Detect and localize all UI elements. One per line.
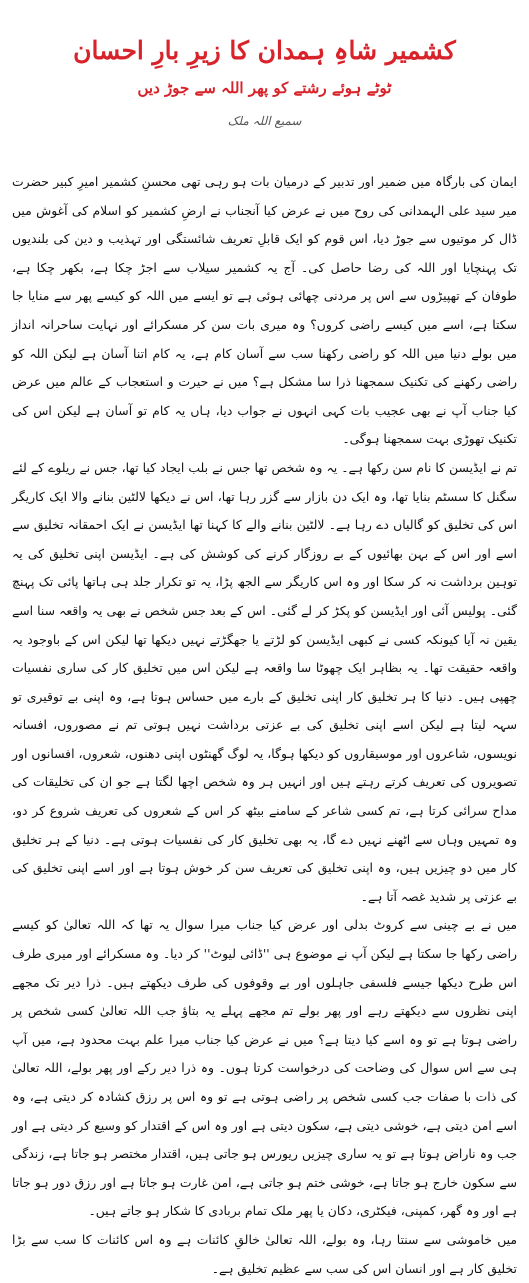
article-paragraph: تم نے ایڈیسن کا نام سن رکھا ہے۔ یہ وہ شخص تھا جس نے بلب ایجاد کیا تھا، جس نے ریلوے کے لئے سگنل کا سسٹم بنایا تھا، وہ ایک دن بازار سے گزر رہا تھا، اس نے دیکھا لالٹین بنانے والا ایک کاریگر اس کی تخلیق کو گالیاں دے رہا ہے۔ لالٹین بنانے والے کا کہنا تھا ایڈیسن نے ایک احمقانہ تخلیق سے اسے اور اس کے بہن بھائیوں کے بے روزگار کرنے کی کوشش کی ہے۔ ایڈیسن اپنی تخلیق کی یہ توہین برداشت نہ کر سکا اور وہ اس کاریگر سے الجھ پڑا، یہ تو تکرار جلد ہی ہاتھا پائی تک پہنچ گئی۔ پولیس آئی اور ایڈیسن کو پکڑ کر لے گئی۔ اس کے بعد جس شخص نے بھی یہ واقعہ سنا اسے یقین نہ آیا کیونکہ کسی نے کبھی ایڈیسن کو لڑتے یا جھگڑتے نہیں دیکھا تھا لیکن اس کے باوجود یہ واقعہ حقیقت تھا۔ یہ بظاہر ایک چھوٹا سا واقعہ ہے لیکن اس میں تخلیق کار کی ساری نفسیات چھپی ہیں۔ دنیا کا ہر تخلیق کار اپنی تخلیق کے بارے میں حساس ہوتا ہے، وہ اپنی بے توقیری تو سہہ لیتا ہے لیکن اسے اپنی تخلیق کی بے عزتی برداشت نہیں ہوتی تم نے مصوروں، افسانہ نویسوں، شاعروں اور موسیقاروں کو دیکھا ہوگا، یہ لوگ گھنٹوں اپنی دھنوں، شعروں، افسانوں اور تصویروں کی تعریف کرتے رہتے ہیں اور انہیں ہر وہ شخص اچھا لگتا ہے جو ان کی تخلیقات کی مداح سرائی کرتا ہے، تم کسی شاعر کے سامنے بیٹھ کر اس کے شعروں کی تعریف شروع کر دو، وہ تمہیں وہاں سے اٹھنے نہیں دے گا، یہ بھی تخلیق کار کی نفسیات ہوتی ہے۔ دنیا کے ہر تخلیق کار میں دو چیزیں ہیں، وہ اپنی تخلیق کی تعریف سن کر خوش ہوتا ہے اور اسے اپنی تخلیق کی بے عزتی پر شدید غصہ آتا ہے۔ [12, 459, 517, 904]
article-paragraph: میں نے بے چینی سے کروٹ بدلی اور عرض کیا جناب میرا سوال یہ تھا کہ اللہ تعالیٰ کو کیسے راضی رکھا جا سکتا ہے لیکن آپ نے موضوع ہی ''ڈائی لیوٹ'' کر دیا۔ وہ مسکرائے اور میری طرف اس طرح دیکھا جیسے فلسفی جاہلوں اور بے وقوفوں کی طرف دیکھتے ہیں۔ ذرا دیر تک مجھے اپنی نظروں سے دیکھتے رہے اور پھر بولے تم مجھے پہلے یہ بتاؤ جب اللہ تعالیٰ کسی شخص پر راضی ہوتا ہے تو وہ اسے کیا دیتا ہے؟ میں نے عرض کیا جناب میرا علم بہت محدود ہے، میں آپ ہی سے اس سوال کی وضاحت کی درخواست کرتا ہوں۔ وہ ذرا دیر رکے اور پھر بولے، اللہ تعالیٰ کی ذات با صفات جب کسی شخص پر راضی ہوتی ہے تو وہ اس پر رزق کشادہ کر دیتی ہے، وہ اسے امن دیتی ہے، خوشی دیتی ہے، سکون دیتی ہے اور وہ اس کے اقتدار کو وسیع کر دیتی ہے اور جب وہ ناراض ہوتا ہے تو یہ ساری چیزیں ریورس ہو جاتی ہیں، اقتدار مختصر ہو جاتا ہے، زندگی سے سکون خارج ہو جاتا ہے، خوشی ختم ہو جاتی ہے، امن غارت ہو جاتا ہے اور رزق دور ہو جاتا ہے اور وہ گھر، کمپنی، فیکٹری، دکان یا پھر ملک تمام بربادی کا شکار ہو جاتے ہیں۔ [12, 917, 517, 1219]
article-subtitle: ٹوٹے ہوئے رشتے کو پھر اللہ سے جوڑ دیں [137, 79, 392, 98]
article-author: سمیع اللہ ملک [227, 114, 302, 128]
article-title: کشمیر شاہِ ہمدان کا زیرِ بارِ احسان [73, 35, 456, 65]
article-paragraph: ایمان کی بارگاہ میں ضمیر اور تدبیر کے درمیان بات ہو رہی تھی محسنِ کشمیر امیرِ کبیر حضرت میر سید علی الہمدانی کی روح میں نے عرض کیا آنجناب نے ارضِ کشمیر کو اسلام کی آغوش میں ڈال کر موتیوں سے جوڑ دیا، اس قوم کو ایک قابلِ تعریف شائستگی اور تہذیب و دین کی بلندیوں تک پہنچایا اور اللہ کی رضا حاصل کی۔ آج یہ کشمیر سیلاب سے اجڑ چکا ہے، بکھر چکا ہے، طوفان کے تھپیڑوں سے اس پر مردنی چھائی ہوئی ہے تو ایسے میں اللہ کو کیسے پھر سے منایا جا سکتا ہے، اسے میں کیسے راضی کروں؟ وہ میری بات سن کر مسکرائے اور نہایت ساحرانہ انداز میں بولے دنیا میں اللہ کو راضی رکھنا سب سے آسان کام ہے، یہ کام اتنا آسان ہے لیکن اللہ کو راضی رکھنے کی تکنیک سمجھنا ذرا سا مشکل ہے؟ میں نے حیرت و استعجاب کے عالم میں عرض کیا جناب آپ نے بھی عجیب بات کہی انہوں نے جواب دیا، ہاں یہ کام تو آسان ہے لیکن اس کی تکنیک تھوڑی بہت سمجھنا ہوگی۔ [12, 174, 517, 447]
article-body [12, 168, 517, 1276]
article-paragraph: میں خاموشی سے سنتا رہا، وہ بولے، اللہ تعالیٰ خالقِ کائنات ہے وہ اس کائنات کا سب سے بڑا تخلیق کار ہے اور انسان اس کی سب سے عظیم تخلیق ہے۔ [12, 1231, 517, 1276]
